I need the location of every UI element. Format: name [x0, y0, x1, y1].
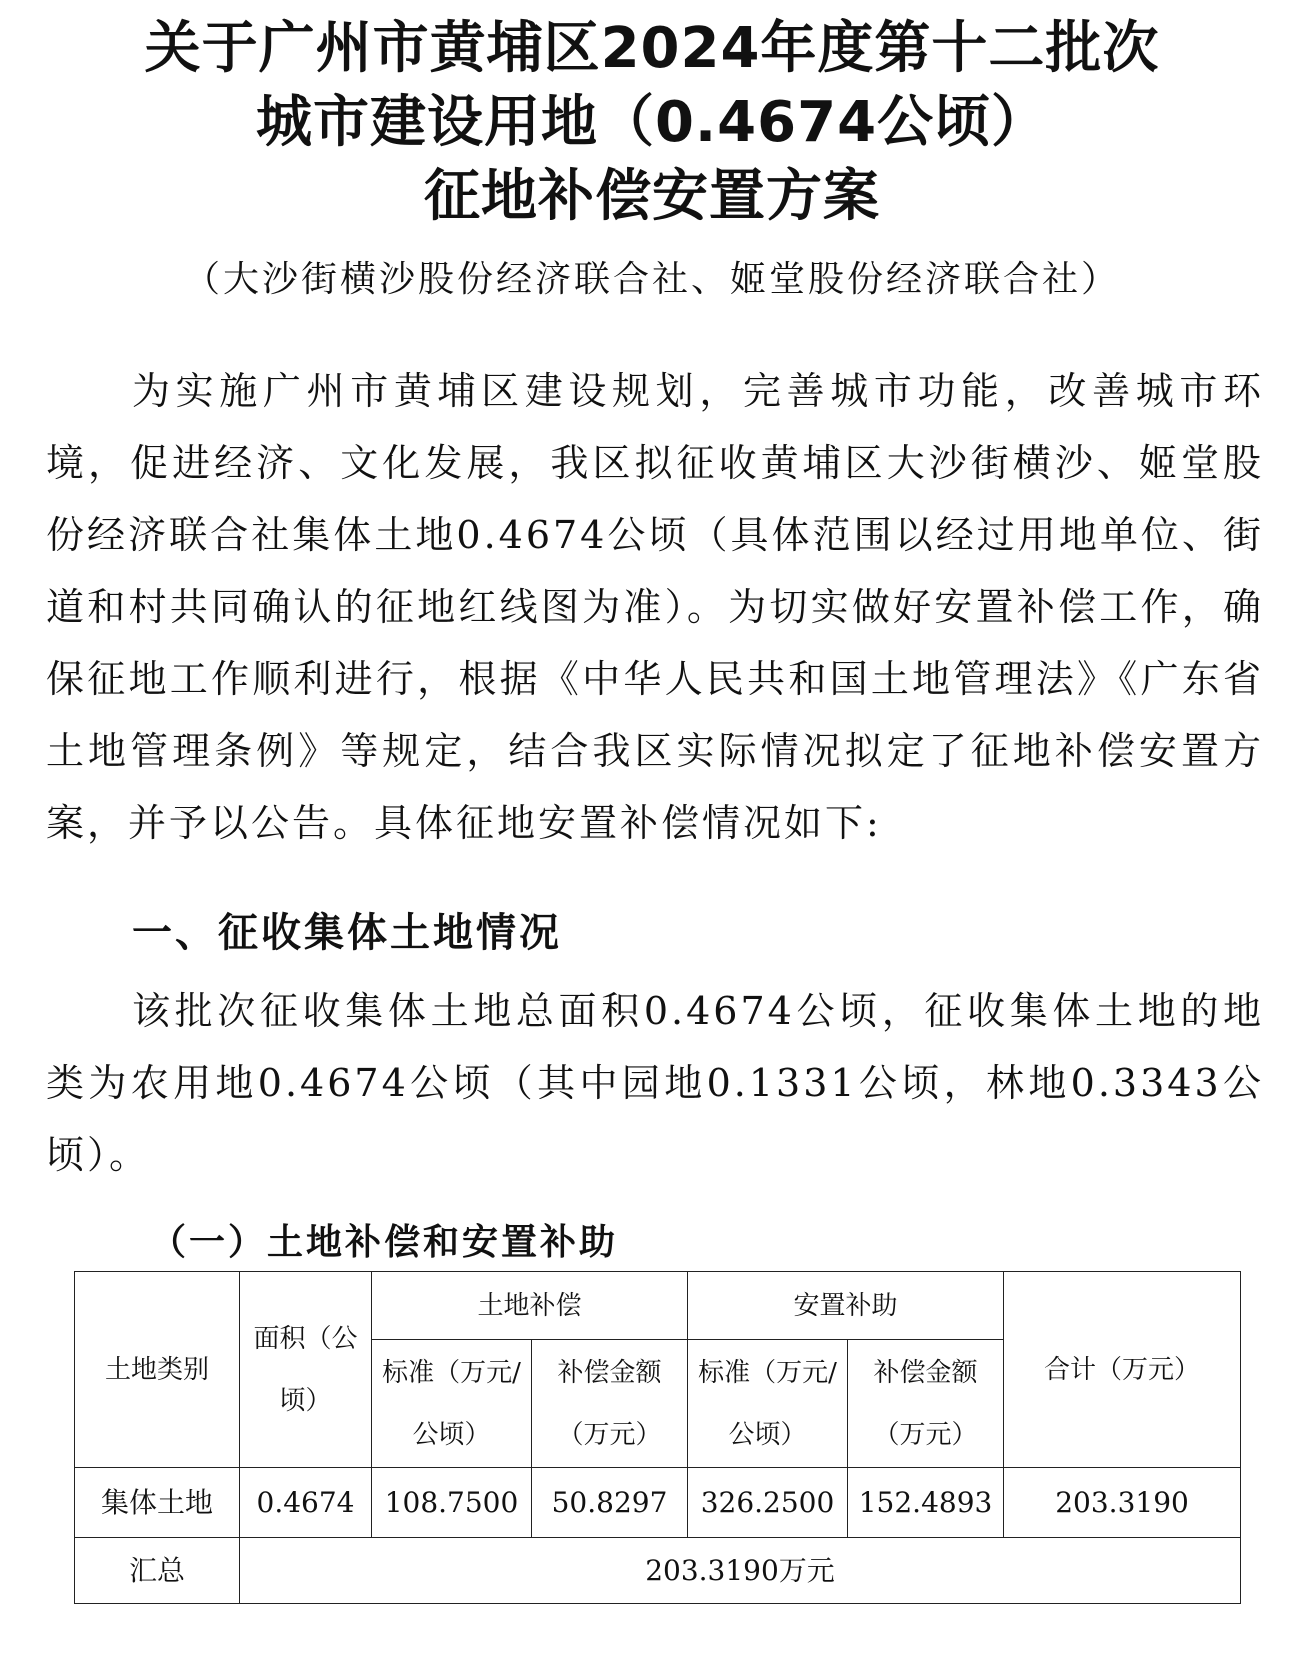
summary-label: 汇总	[75, 1538, 240, 1604]
subtitle: （大沙街横沙股份经济联合社、姬堂股份经济联合社）	[183, 259, 1120, 300]
cell-total: 203.3190	[1004, 1468, 1241, 1538]
summary-value: 203.3190万元	[240, 1538, 1241, 1604]
table-summary-row	[75, 1538, 1241, 1604]
title-line-3: 征地补偿安置方案	[424, 164, 880, 229]
cell-land-type: 集体土地	[75, 1468, 240, 1538]
header-land-standard: 标准（万元/公顷）	[372, 1340, 532, 1468]
section-1-subheading: （一）土地补偿和安置补助	[150, 1221, 619, 1263]
intro-paragraph: 为实施广州市黄埔区建设规划，完善城市功能，改善城市环境，促进经济、文化发展，我区拟征收黄埔区大沙街横沙、姬堂股份经济联合社集体土地0.4674公顷（具体范围以经过用地单位、街道和村共同确认的征地红线图为准）。为切实做好安置补偿工作，确保征地工作顺利进行，根据《中华人民共和国土地管理法》《广东省土地管理条例》等规定，结合我区实际情况拟定了征地补偿安置方案，并予以公告。具体征地安置补偿情况如下:	[46, 369, 1264, 845]
header-land-compensation: 土地补偿	[372, 1272, 688, 1340]
header-resettlement-subsidy: 安置补助	[688, 1272, 1004, 1340]
header-total: 合计（万元）	[1004, 1272, 1241, 1468]
header-resettle-amount: 补偿金额（万元）	[848, 1340, 1004, 1468]
cell-resettle-amount: 152.4893	[848, 1468, 1004, 1538]
title-line-2: 城市建设用地（0.4674公顷）	[255, 90, 1049, 155]
header-area: 面积（公顷）	[240, 1272, 372, 1468]
table-header-row	[75, 1272, 1241, 1340]
cell-area: 0.4674	[240, 1468, 372, 1538]
title-line-1: 关于广州市黄埔区2024年度第十二批次	[144, 16, 1160, 81]
header-land-amount: 补偿金额（万元）	[532, 1340, 688, 1468]
cell-resettle-standard: 326.2500	[688, 1468, 848, 1538]
section-1-paragraph: 该批次征收集体土地总面积0.4674公顷，征收集体土地的地类为农用地0.4674公顷（其中园地0.1331公顷，林地0.3343公顷）。	[46, 989, 1264, 1177]
section-1-heading: 一、征收集体土地情况	[132, 910, 562, 956]
cell-land-standard: 108.7500	[372, 1468, 532, 1538]
header-land-type: 土地类别	[75, 1272, 240, 1468]
header-resettle-standard: 标准（万元/公顷）	[688, 1340, 848, 1468]
table-row	[75, 1468, 1241, 1538]
cell-land-amount: 50.8297	[532, 1468, 688, 1538]
compensation-table	[74, 1271, 1241, 1604]
